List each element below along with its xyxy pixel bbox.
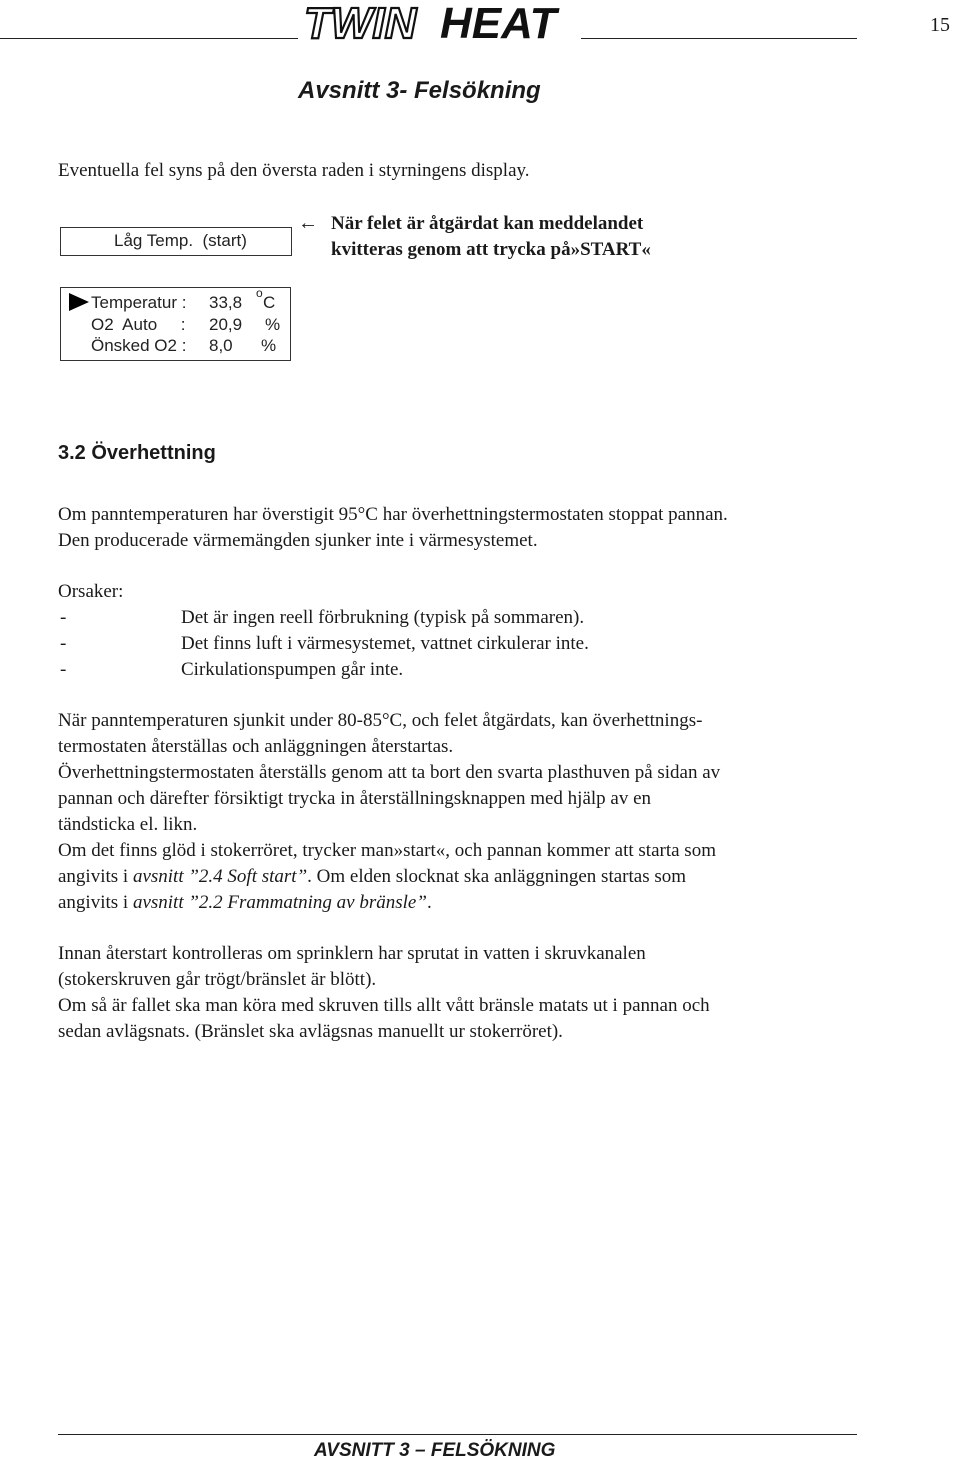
paragraph-line: Om det finns glöd i stokerröret, trycker man»start«, och pannan kommer att starta som [58, 840, 716, 861]
cause-dash: - [60, 633, 67, 654]
footer-text: AVSNITT 3 – FELSÖKNING [314, 1440, 556, 1461]
paragraph-line: Om så är fallet ska man köra med skruven tills allt vått bränsle matats ut i pannan och [58, 995, 710, 1016]
paragraph-line: sedan avlägsnats. (Bränslet ska avlägsnas manuellt ur stokerröret). [58, 1021, 563, 1042]
cause-item: Cirkulationspumpen går inte. [181, 659, 404, 680]
text-run: . [426, 892, 432, 913]
paragraph-line-with-reference [58, 864, 686, 890]
text-run: . Om elden slocknat ska anläggningen startas som [307, 866, 687, 887]
text-run: angivits i [58, 866, 133, 887]
twinheat-logo-graphic [302, 0, 577, 44]
display-row-unit: C [263, 293, 276, 312]
display-row-unit: % [265, 315, 281, 334]
display-status-box [60, 287, 291, 361]
arrow-note-line2: kvitteras genom att trycka på»START« [331, 239, 651, 260]
paragraph-line: (stokerskruven går trögt/bränslet är blött). [58, 969, 377, 990]
cursor-triangle-icon [69, 293, 89, 311]
paragraph-line: pannan och därefter försiktigt trycka in återställningsknappen med hjälp av en [58, 788, 652, 809]
header-rule-right [581, 38, 857, 39]
cause-item: Det är ingen reell förbrukning (typisk på sommaren). [181, 607, 585, 628]
display-row-value: 33,8 [209, 293, 243, 312]
display-row-value: 20,9 [209, 315, 243, 334]
section-reference: avsnitt ”2.4 Soft start” [132, 866, 308, 887]
paragraph-line: Den producerade värmemängden sjunker inte i värmesystemet. [58, 530, 538, 551]
intro-text: Eventuella fel syns på den översta raden i styrningens display. [58, 160, 530, 181]
section-reference: avsnitt ”2.2 Frammatning av bränsle” [132, 892, 427, 913]
display-row-unit-sup: o [256, 286, 263, 300]
subsection-title: 3.2 Överhettning [58, 442, 216, 464]
display-message-box [60, 227, 292, 256]
paragraph-line: Om panntemperaturen har överstigit 95°C har överhettningstermostaten stoppat pannan. [58, 504, 728, 525]
cause-dash: - [60, 607, 67, 628]
twinheat-logo [302, 0, 577, 44]
display-row-label: O2 Auto : [91, 315, 186, 334]
display-row-label: Önsked O2 : [91, 336, 187, 355]
paragraph-line: När panntemperaturen sjunkit under 80-85°C, och felet åtgärdats, kan överhettnings- [58, 710, 703, 731]
causes-label: Orsaker: [58, 581, 124, 602]
paragraph-line-with-reference [58, 890, 432, 916]
arrow-note-line1: När felet är åtgärdat kan meddelandet [331, 213, 644, 234]
paragraph-line: Innan återstart kontrolleras om sprinklern har sprutat in vatten i skruvkanalen [58, 943, 646, 964]
page-number: 15 [930, 14, 950, 36]
section-title: Avsnitt 3- Felsökning [298, 77, 541, 104]
cause-item: Det finns luft i värmesystemet, vattnet cirkulerar inte. [181, 633, 589, 654]
left-arrow-icon: ← [298, 212, 318, 234]
paragraph-line: termostaten återställas och anläggningen återstartas. [58, 736, 454, 757]
footer-rule [58, 1434, 857, 1435]
header-rule-left [0, 38, 298, 39]
display-row-label: Temperatur : [91, 293, 187, 312]
display-row-unit: % [261, 336, 277, 355]
text-run: angivits i [58, 892, 133, 913]
cause-dash: - [60, 659, 67, 680]
paragraph-line: tändsticka el. likn. [58, 814, 198, 835]
display-row-value: 8,0 [209, 336, 233, 355]
logo-heat-text: HEAT [440, 0, 557, 44]
display-message-text: Låg Temp. (start) [114, 231, 247, 250]
paragraph-line: Överhettningstermostaten återställs genom att ta bort den svarta plasthuven på sidan av [58, 762, 721, 783]
logo-twin-text: TWIN [304, 0, 417, 44]
